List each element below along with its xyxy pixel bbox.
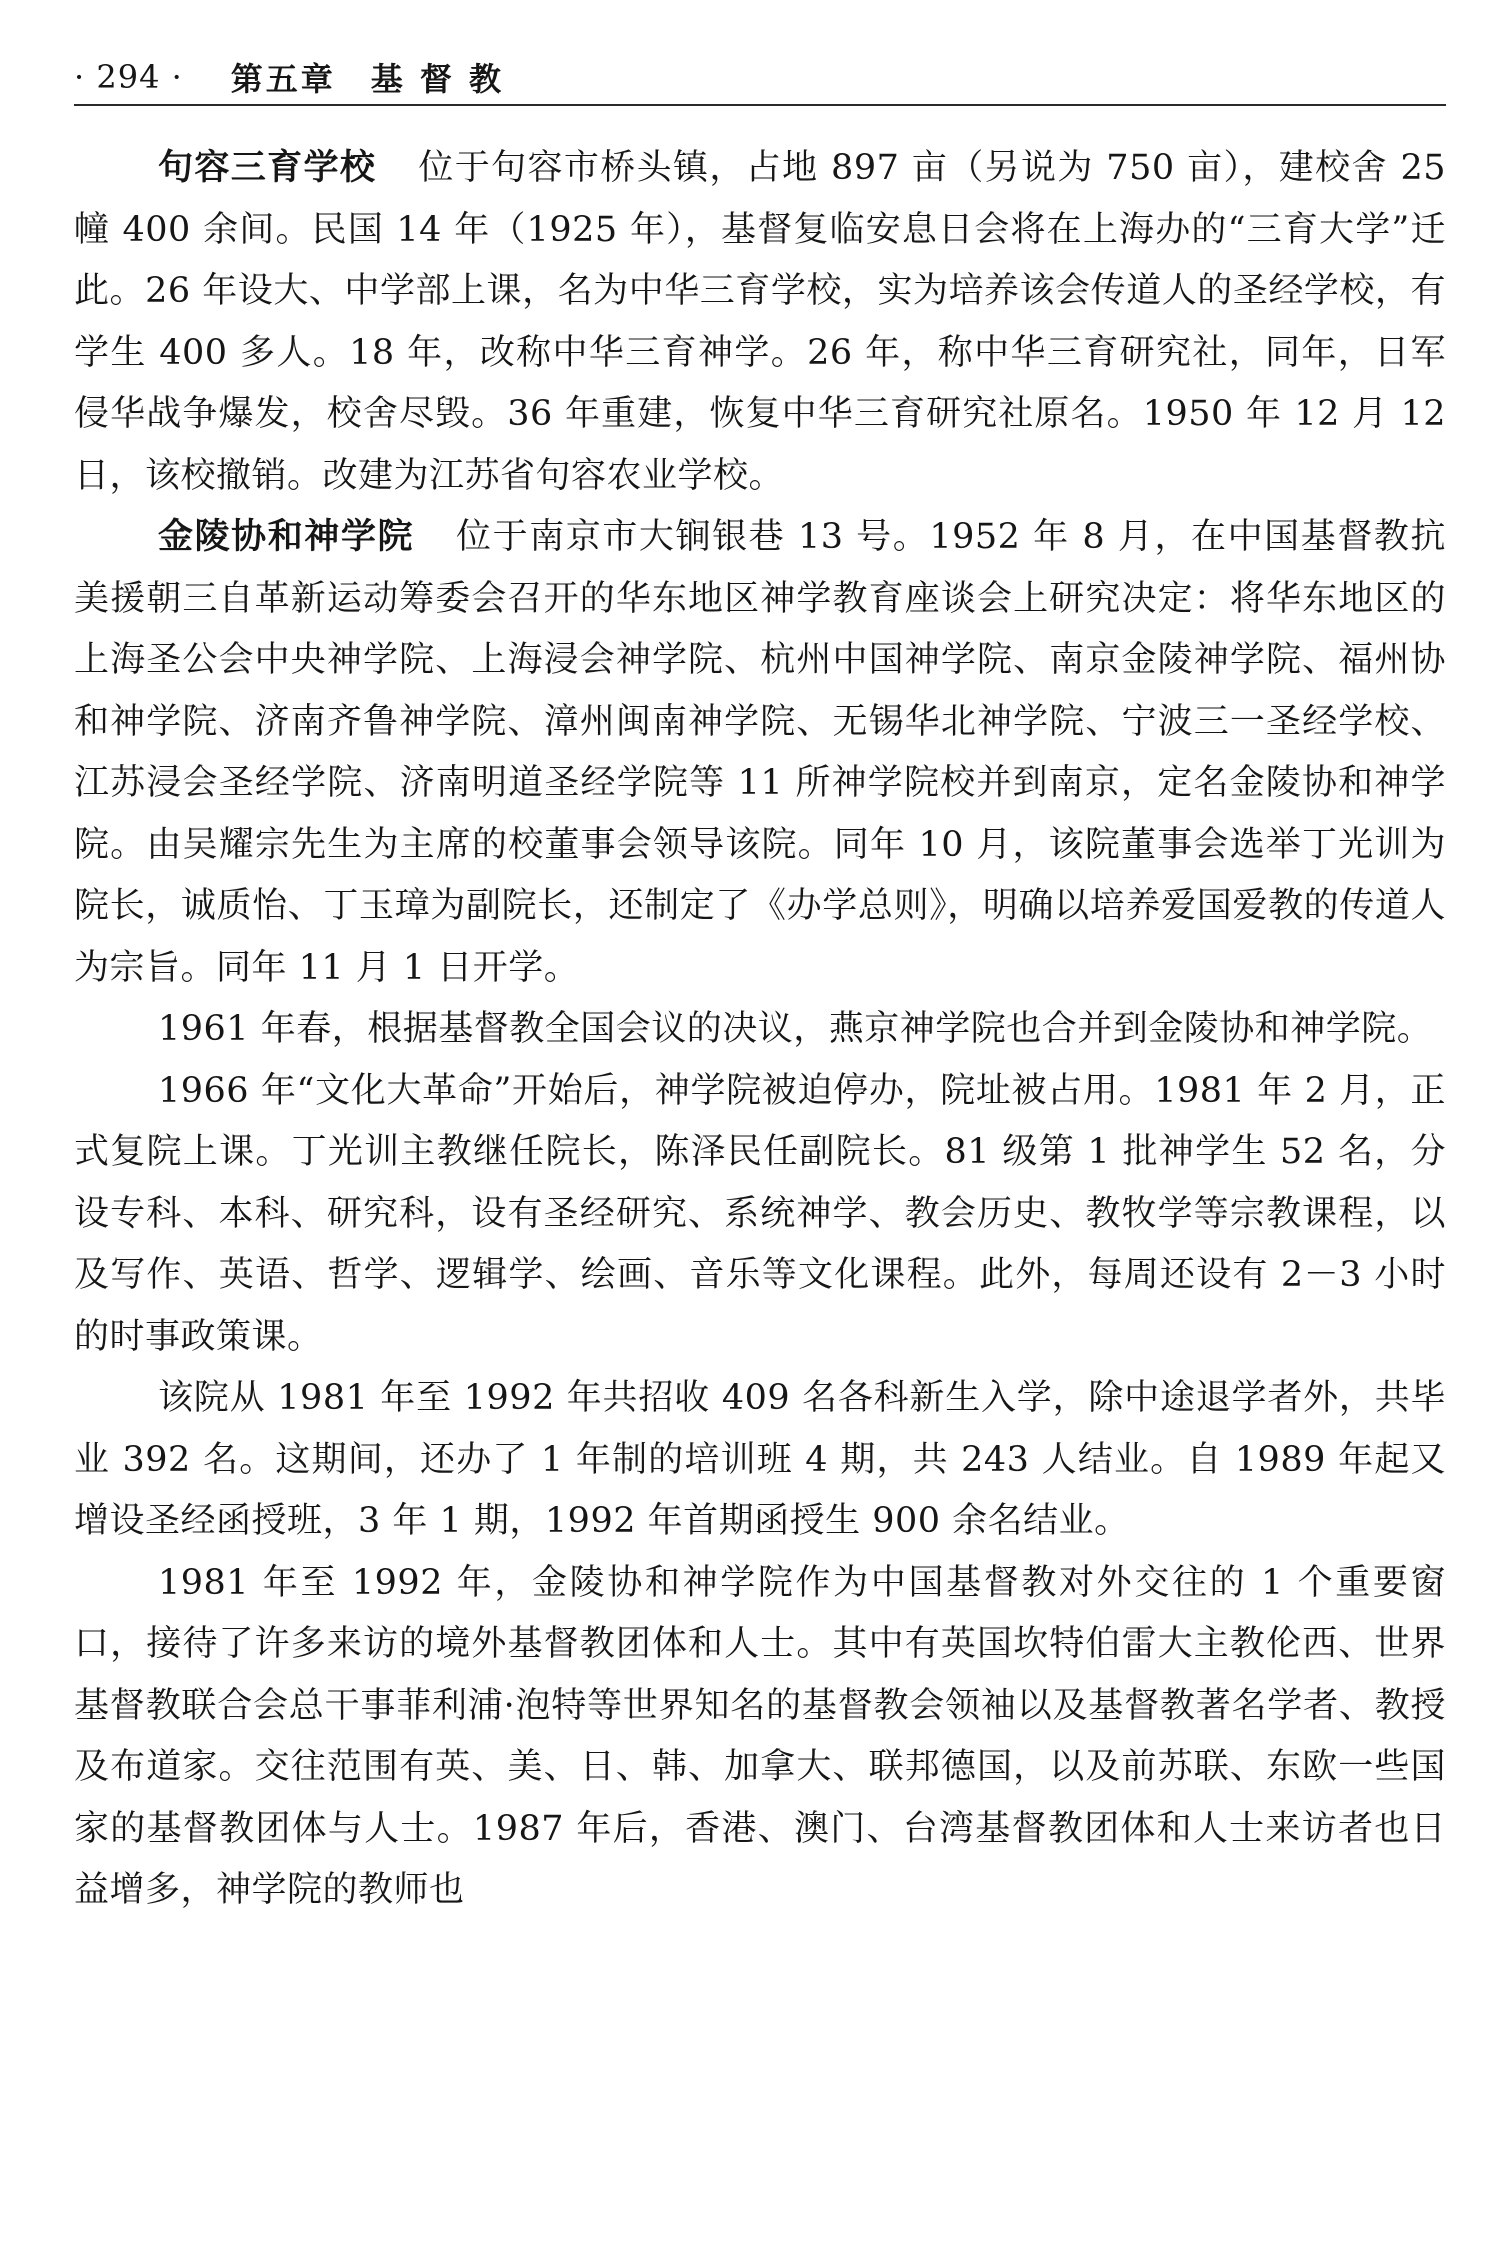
text-body [74,138,1446,1922]
entry-text: 位于南京市大锏银巷 13 号。1952 年 8 月，在中国基督教抗美援朝三自革新运动筹委会召开的华东地区神学教育座谈会上研究决定：将华东地区的上海圣公会中央神学院、上海浸会神学院、杭州中国神学院、南京金陵神学院、福州协和神学院、济南齐鲁神学院、漳州闽南神学院、无锡华北神学院、宁波三一圣经学校、江苏浸会圣经学院、济南明道圣经学院等 11 所神学院校并到南京，定名金陵协和神学院。由吴耀宗先生为主席的校董事会领导该院。同年 10 月，该院董事会选举丁光训为院长，诚质怡、丁玉璋为副院长，还制定了《办学总则》，明确以培养爱国爱教的传道人为宗旨。同年 11 月 1 日开学。 [74,517,1446,988]
body-paragraph: 1961 年春，根据基督教全国会议的决议，燕京神学院也合并到金陵协和神学院。 [158,1009,1433,1049]
entry-heading: 金陵协和神学院 [158,517,415,557]
entry-paragraph [74,138,1446,507]
chapter-title: 第五章 基 督 教 [230,60,505,98]
entry-text: 位于句容市桥头镇，占地 897 亩（另说为 750 亩），建校舍 25 幢 400 余间。民国 14 年（1925 年），基督复临安息日会将在上海办的“三育大学”迁此。26 年设大、中学部上课，名为中华三育学校，实为培养该会传道人的圣经学校，有学生 400 多人。18 年，改称中华三育神学。26 年，称中华三育研究社，同年，日军侵华战争爆发，校舍尽毁。36 年重建，恢复中华三育研究社原名。1950 年 12 月 12 日，该校撤销。改建为江苏省句容农业学校。 [74,148,1446,496]
body-paragraph: 1981 年至 1992 年，金陵协和神学院作为中国基督教对外交往的 1 个重要窗口，接待了许多来访的境外基督教团体和人士。其中有英国坎特伯雷大主教伦西、世界基督教联合会总干事菲利浦·泡特等世界知名的基督教会领袖以及基督教著名学者、教授及布道家。交往范围有英、美、日、韩、加拿大、联邦德国，以及前苏联、东欧一些国家的基督教团体与人士。1987 年后，香港、澳门、台湾基督教团体和人士来访者也日益增多，神学院的教师也 [74,1562,1446,1910]
body-paragraph: 该院从 1981 年至 1992 年共招收 409 名各科新生入学，除中途退学者外，共毕业 392 名。这期间，还办了 1 年制的培训班 4 期，共 243 人结业。自 1989 年起又增设圣经函授班，3 年 1 期，1992 年首期函授生 900 余名结业。 [74,1378,1446,1541]
header-rule [74,104,1446,106]
page-number: · 294 · [74,58,183,96]
running-header [74,48,1444,106]
entry-heading: 句容三育学校 [158,148,377,188]
body-paragraph: 1966 年“文化大革命”开始后，神学院被迫停办，院址被占用。1981 年 2 月，正式复院上课。丁光训主教继任院长，陈泽民任副院长。81 级第 1 批神学生 52 名，分设专科、本科、研究科，设有圣经研究、系统神学、教会历史、教牧学等宗教课程，以及写作、英语、哲学、逻辑学、绘画、音乐等文化课程。此外，每周还设有 2－3 小时的时事政策课。 [74,1070,1446,1357]
entry-paragraph [74,507,1446,999]
